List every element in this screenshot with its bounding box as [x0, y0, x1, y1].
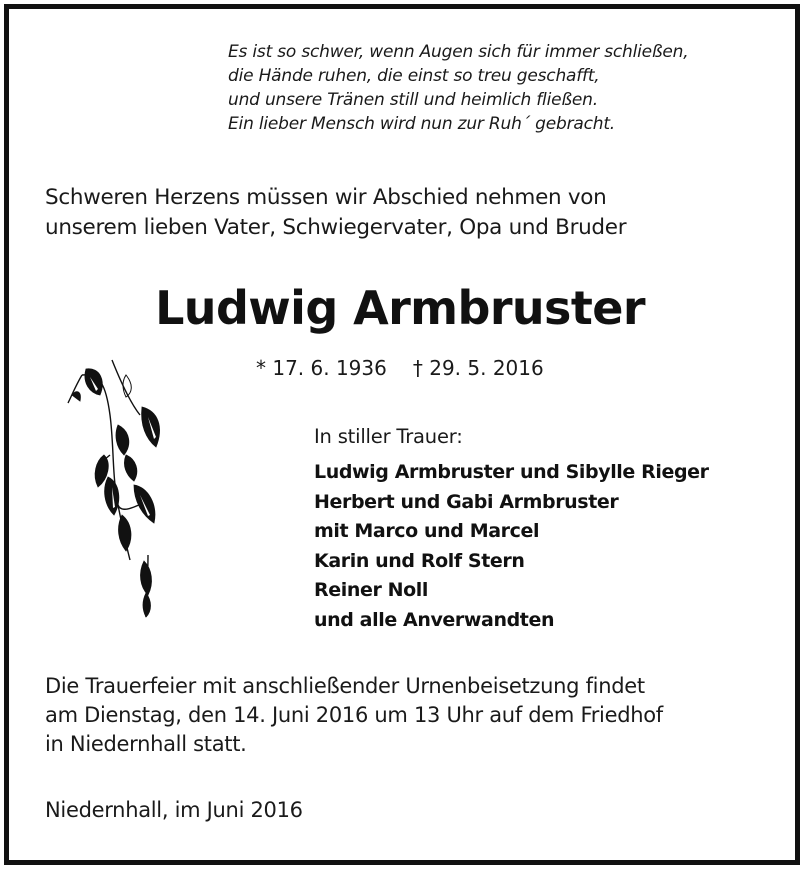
poem-line: die Hände ruhen, die einst so treu geschafft, — [228, 66, 600, 86]
life-dates — [256, 355, 544, 381]
funeral-line: Die Trauerfeier mit anschließender Urnenbeisetzung findet — [45, 674, 645, 698]
funeral-details — [45, 672, 663, 759]
funeral-line: in Niedernhall statt. — [45, 732, 247, 756]
place-date: Niedernhall, im Juni 2016 — [45, 798, 303, 822]
list-item: und alle Anverwandten — [314, 608, 555, 631]
intro-text — [45, 183, 626, 243]
intro-line: Schweren Herzens müssen wir Abschied nehmen von — [45, 185, 607, 210]
poem-line: und unsere Tränen still und heimlich fließen. — [228, 90, 598, 110]
death-date: † 29. 5. 2016 — [412, 356, 544, 380]
birth-date: * 17. 6. 1936 — [256, 356, 387, 380]
poem — [228, 40, 688, 136]
mourner-list — [314, 458, 709, 635]
intro-line: unserem lieben Vater, Schwiegervater, Opa und Bruder — [45, 215, 627, 240]
poem-line: Ein lieber Mensch wird nun zur Ruh´ gebracht. — [228, 114, 616, 134]
list-item: mit Marco und Marcel — [314, 520, 540, 542]
list-item: Reiner Noll — [314, 579, 429, 601]
list-item: Karin und Rolf Stern — [314, 549, 525, 572]
deceased-name: Ludwig Armbruster — [155, 281, 645, 335]
leaf-branch-icon — [60, 355, 170, 625]
poem-line: Es ist so schwer, wenn Augen sich für immer schließen, — [228, 42, 689, 62]
funeral-line: am Dienstag, den 14. Juni 2016 um 13 Uhr auf dem Friedhof — [45, 703, 663, 727]
list-item: Herbert und Gabi Armbruster — [314, 490, 619, 513]
mourning-label: In stiller Trauer: — [314, 425, 463, 448]
list-item: Ludwig Armbruster und Sibylle Rieger — [314, 461, 709, 483]
